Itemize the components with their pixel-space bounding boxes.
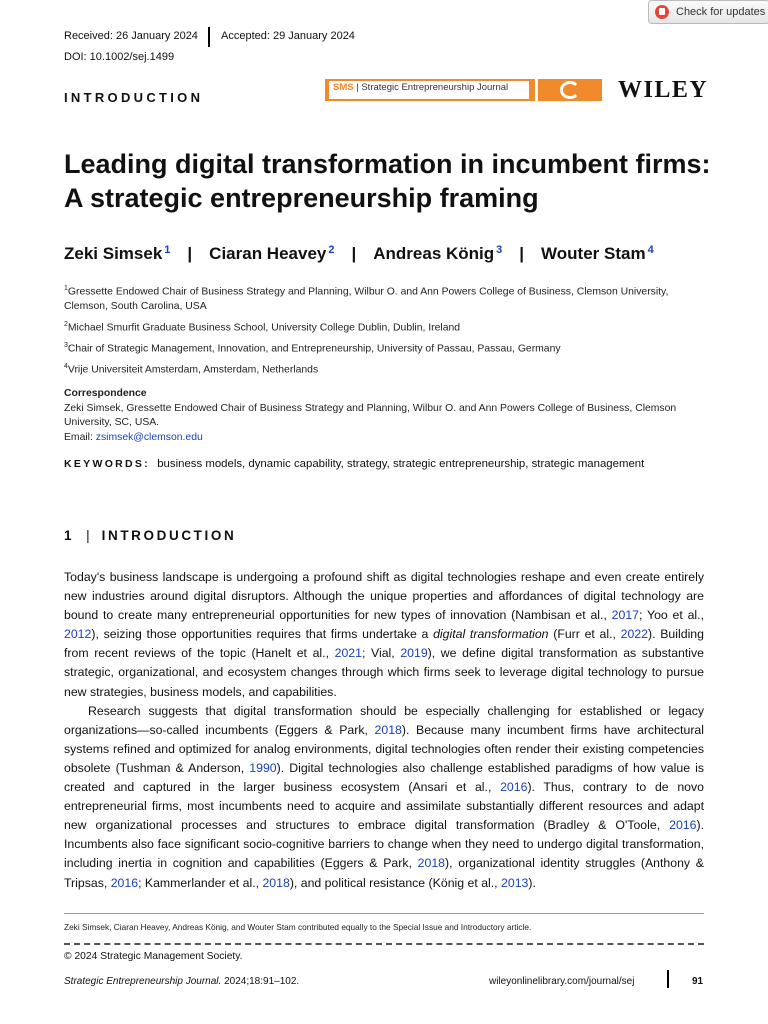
- correspondence: [64, 387, 714, 445]
- crossmark-icon: [655, 5, 669, 19]
- keywords-list: business models, dynamic capability, strategy, strategic entrepreneurship, strategic management: [157, 458, 645, 470]
- footnote-rule: [64, 913, 704, 914]
- affiliation-1: $^1$Gressette Endowed Chair of Business Strategy and Planning, Wilbur O. and Ann Powers College of Business, Clemson University, Clemson, South Carolina, USA: [64, 285, 669, 313]
- received-date: Received: 26 January 2024: [64, 30, 198, 42]
- doi: DOI: 10.1002/sej.1499: [64, 51, 175, 63]
- author-name[interactable]: Andreas König: [373, 244, 495, 263]
- author-name[interactable]: Zeki Simsek: [64, 244, 163, 263]
- check-for-updates-label: Check for updates: [676, 6, 766, 18]
- journal-name: Strategic Entrepreneurship Journal: [361, 82, 509, 93]
- citation-link[interactable]: 2018: [374, 722, 402, 737]
- citation-link[interactable]: 2017: [611, 608, 640, 623]
- citation-link[interactable]: 2022: [620, 627, 649, 642]
- footnote: Zeki Simsek, Ciaran Heavey, Andreas König, and Wouter Stam contributed equally to the Special Issue and Introductory article.: [64, 922, 532, 932]
- email-label: Email:: [64, 431, 93, 443]
- email-link[interactable]: zsimsek@clemson.edu: [95, 431, 203, 443]
- body-text: [64, 568, 704, 893]
- correspondence-text: Zeki Simsek, Gressette Endowed Chair of Business Strategy and Planning, Wilbur O. and Ann Powers College of Business, Clemson University, SC, USA.: [64, 402, 677, 428]
- author-name[interactable]: Ciaran Heavey: [209, 244, 327, 263]
- page-number: 91: [692, 976, 704, 987]
- paragraph: Today's business landscape is undergoing a profound shift as digital technologies reshape and even create entirely new industries around digital disruptors. Although the unique properties and affordances of digital technology are bound to create many entrepreneurial opportunities for new types of innovation (Nambisan et al., 2017; Yoo et al., 2012), seizing those opportunities requires that firms undertake a digital transformation (Furr et al., 2022). Building from recent reviews of the topic (Hanelt et al., 2021; Vial, 2019), we define digital transformation as substantive strategic, organizational, and ecosystem changes through which firms seek to leverage digital technology to pursue new strategies, business models, and capabilities.: [64, 570, 705, 699]
- author-affiliation-ref[interactable]: 3: [496, 244, 503, 256]
- author-separator: |: [351, 244, 357, 263]
- footer-citation: [64, 976, 299, 987]
- author-affiliation-ref[interactable]: 1: [164, 244, 171, 256]
- citation-link[interactable]: 2016: [110, 875, 139, 890]
- author-name[interactable]: Wouter Stam: [541, 244, 646, 263]
- affiliation-2: $^2$Michael Smurfit Graduate Business School, University College Dublin, Dublin, Ireland: [64, 321, 461, 334]
- publisher-logo: WILEY: [618, 77, 709, 103]
- footer-volume: 2024;18:91–102.: [224, 976, 300, 987]
- footer-divider: [667, 970, 669, 988]
- dashed-divider: [64, 943, 704, 945]
- footer-journal: Strategic Entrepreneurship Journal.: [64, 976, 222, 987]
- citation-link[interactable]: 1990: [249, 760, 277, 775]
- section-heading: [64, 528, 236, 543]
- article-title: [64, 147, 724, 215]
- author-affiliation-ref[interactable]: 4: [647, 244, 654, 256]
- affiliation-3: $^3$Chair of Strategic Management, Innovation, and Entrepreneurship, University of Passau, Passau, Germany: [64, 342, 561, 355]
- citation-link[interactable]: 2019: [400, 646, 428, 661]
- author-affiliation-ref[interactable]: 2: [328, 244, 335, 256]
- journal-url-link[interactable]: wileyonlinelibrary.com/journal/sej: [489, 976, 635, 987]
- keywords: [64, 458, 644, 470]
- citation-link[interactable]: 2018: [262, 875, 290, 890]
- section-number: 1: [64, 528, 75, 543]
- correspondence-heading: Correspondence: [64, 388, 147, 399]
- citation-link[interactable]: 2018: [417, 856, 446, 871]
- author-separator: |: [519, 244, 525, 263]
- citation-link[interactable]: 2016: [669, 818, 697, 833]
- copyright: © 2024 Strategic Management Society.: [64, 951, 243, 962]
- author-separator: |: [187, 244, 193, 263]
- citation-link[interactable]: 2016: [500, 780, 528, 795]
- citation-link[interactable]: 2012: [64, 627, 92, 642]
- journal-logo-icon: [538, 79, 602, 101]
- journal-banner: SMS | Strategic Entrepreneurship Journal: [325, 79, 535, 101]
- citation-link[interactable]: 2021: [334, 646, 362, 661]
- author-list: [64, 244, 654, 264]
- citation-link[interactable]: 2013: [501, 875, 529, 890]
- affiliation-4: $^4$Vrije Universiteit Amsterdam, Amsterdam, Netherlands: [64, 363, 319, 376]
- paragraph: Research suggests that digital transformation should be especially challenging for established or legacy organizations—so-called incumbents (Eggers & Park, 2018). Because many incumbent firms have architectural systems refined and optimized for analog environments, digital technologies often render their existing competencies obsolete (Tushman & Anderson, 1990). Digital technologies also challenge established paradigms of how value is created and captured in the larger business ecosystem (Ansari et al., 2016). Thus, contrary to de novo entrepreneurial firms, most incumbents need to acquire and assimilate substantially different resources and adapt new organizational processes and structures to embrace digital transformation (Bradley & O'Toole, 2016). Incumbents also face significant socio-cognitive barriers to change when they need to undergo digital transformation, including inertia in cognition and capabilities (Eggers & Park, 2018), organizational identity struggles (Anthony & Tripsas, 2016; Kammerlander et al., 2018), and political resistance (König et al., 2013).: [64, 703, 704, 890]
- section-title: INTRODUCTION: [101, 528, 237, 543]
- check-for-updates-button[interactable]: [648, 0, 768, 24]
- keywords-label: KEYWORDS:: [64, 458, 151, 470]
- sms-label: SMS: [333, 82, 354, 93]
- article-type-label: INTRODUCTION: [64, 90, 204, 105]
- section-pipe: |: [86, 528, 90, 543]
- title-line-1: Leading digital transformation in incumbent firms:: [64, 149, 711, 179]
- header-divider: [208, 27, 210, 47]
- accepted-date: Accepted: 29 January 2024: [221, 30, 355, 42]
- title-line-2: A strategic entrepreneurship framing: [64, 183, 539, 213]
